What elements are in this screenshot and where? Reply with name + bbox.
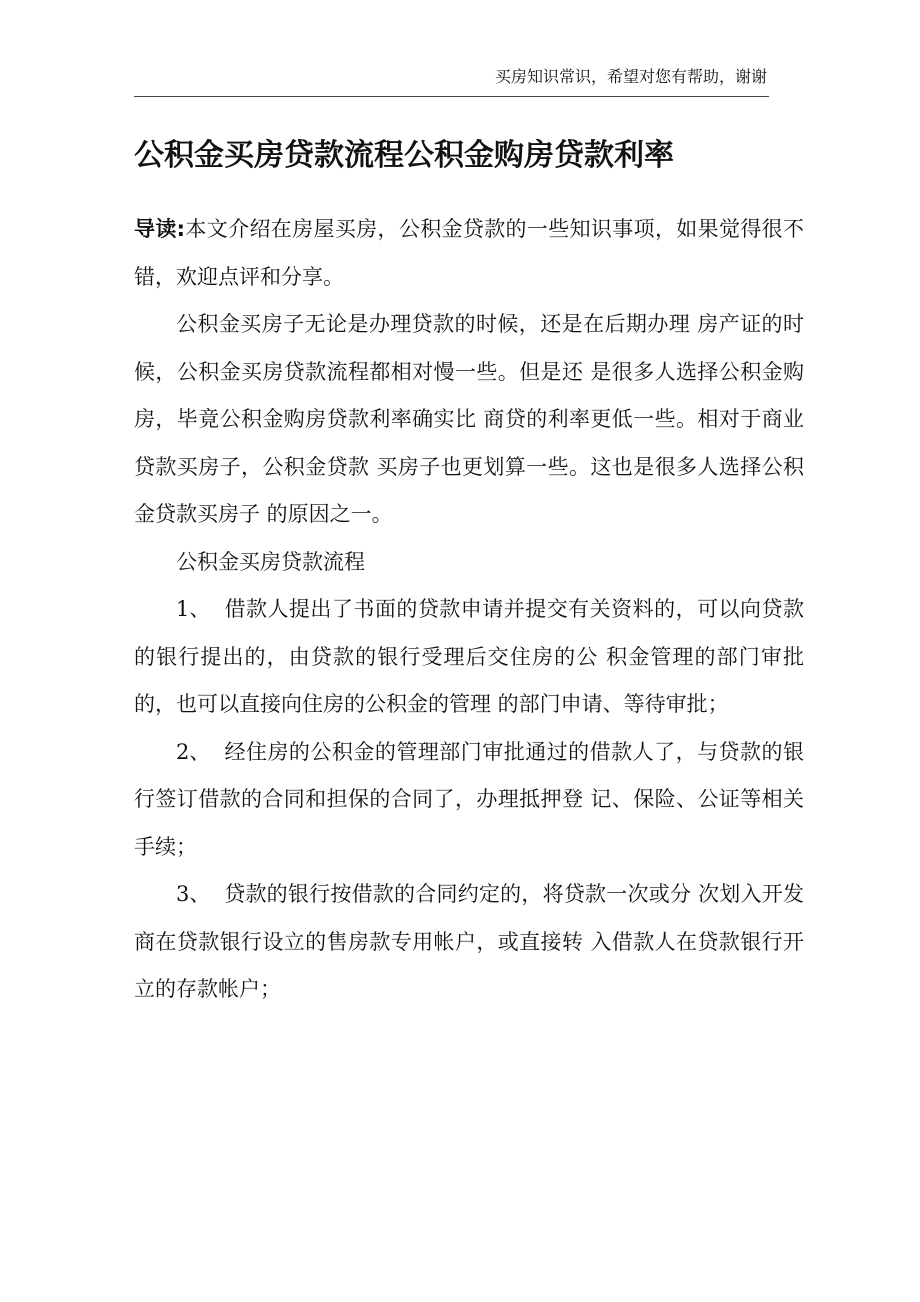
intro-paragraph bbox=[134, 206, 804, 301]
section-heading: 公积金买房贷款流程 bbox=[176, 549, 365, 574]
document-body bbox=[134, 206, 804, 1014]
list-item bbox=[134, 871, 804, 1014]
list-item-text: 借款人提出了书面的贷款申请并提交有关资料的，可以向贷款的银行提出的，由贷款的银行受理后交住房的公 积金管理的部门审批的，也可以直接向住房的公积金的管理 的部门申请、等待审批； bbox=[134, 597, 804, 716]
document-title: 公积金买房贷款流程公积金购房贷款利率 bbox=[134, 138, 674, 174]
list-item-number: 3、 bbox=[176, 882, 211, 906]
header-divider bbox=[134, 96, 769, 97]
list-item bbox=[134, 586, 804, 729]
list-item bbox=[134, 729, 804, 872]
running-header: 买房知识常识，希望对您有帮助，谢谢 bbox=[494, 67, 767, 86]
intro-label: 导读: bbox=[134, 217, 186, 241]
list-item-text: 贷款的银行按借款的合同约定的，将贷款一次或分 次划入开发商在贷款银行设立的售房款专用帐户，或直接转 入借款人在贷款银行开立的存款帐户； bbox=[134, 882, 804, 1001]
list-item-text: 经住房的公积金的管理部门审批通过的借款人了，与贷款的银行签订借款的合同和担保的合同了，办理抵押登 记、保险、公证等相关手续； bbox=[134, 739, 804, 859]
intro-text: 本文介绍在房屋买房，公积金贷款的一些知识事项，如果觉得很不错，欢迎点评和分享。 bbox=[134, 217, 805, 289]
body-paragraph: 公积金买房子无论是办理贷款的时候，还是在后期办理 房产证的时候，公积金买房贷款流程都相对慢一些。但是还 是很多人选择公积金购房，毕竟公积金购房贷款利率确实比 商贷的利率更低一些。相对于商业贷款买房子，公积金贷款 买房子也更划算一些。这也是很多人选择公积金贷款买房子 的原因之一。 bbox=[134, 312, 804, 526]
list-item-number: 2、 bbox=[176, 739, 211, 764]
list-item-number: 1、 bbox=[176, 597, 211, 621]
